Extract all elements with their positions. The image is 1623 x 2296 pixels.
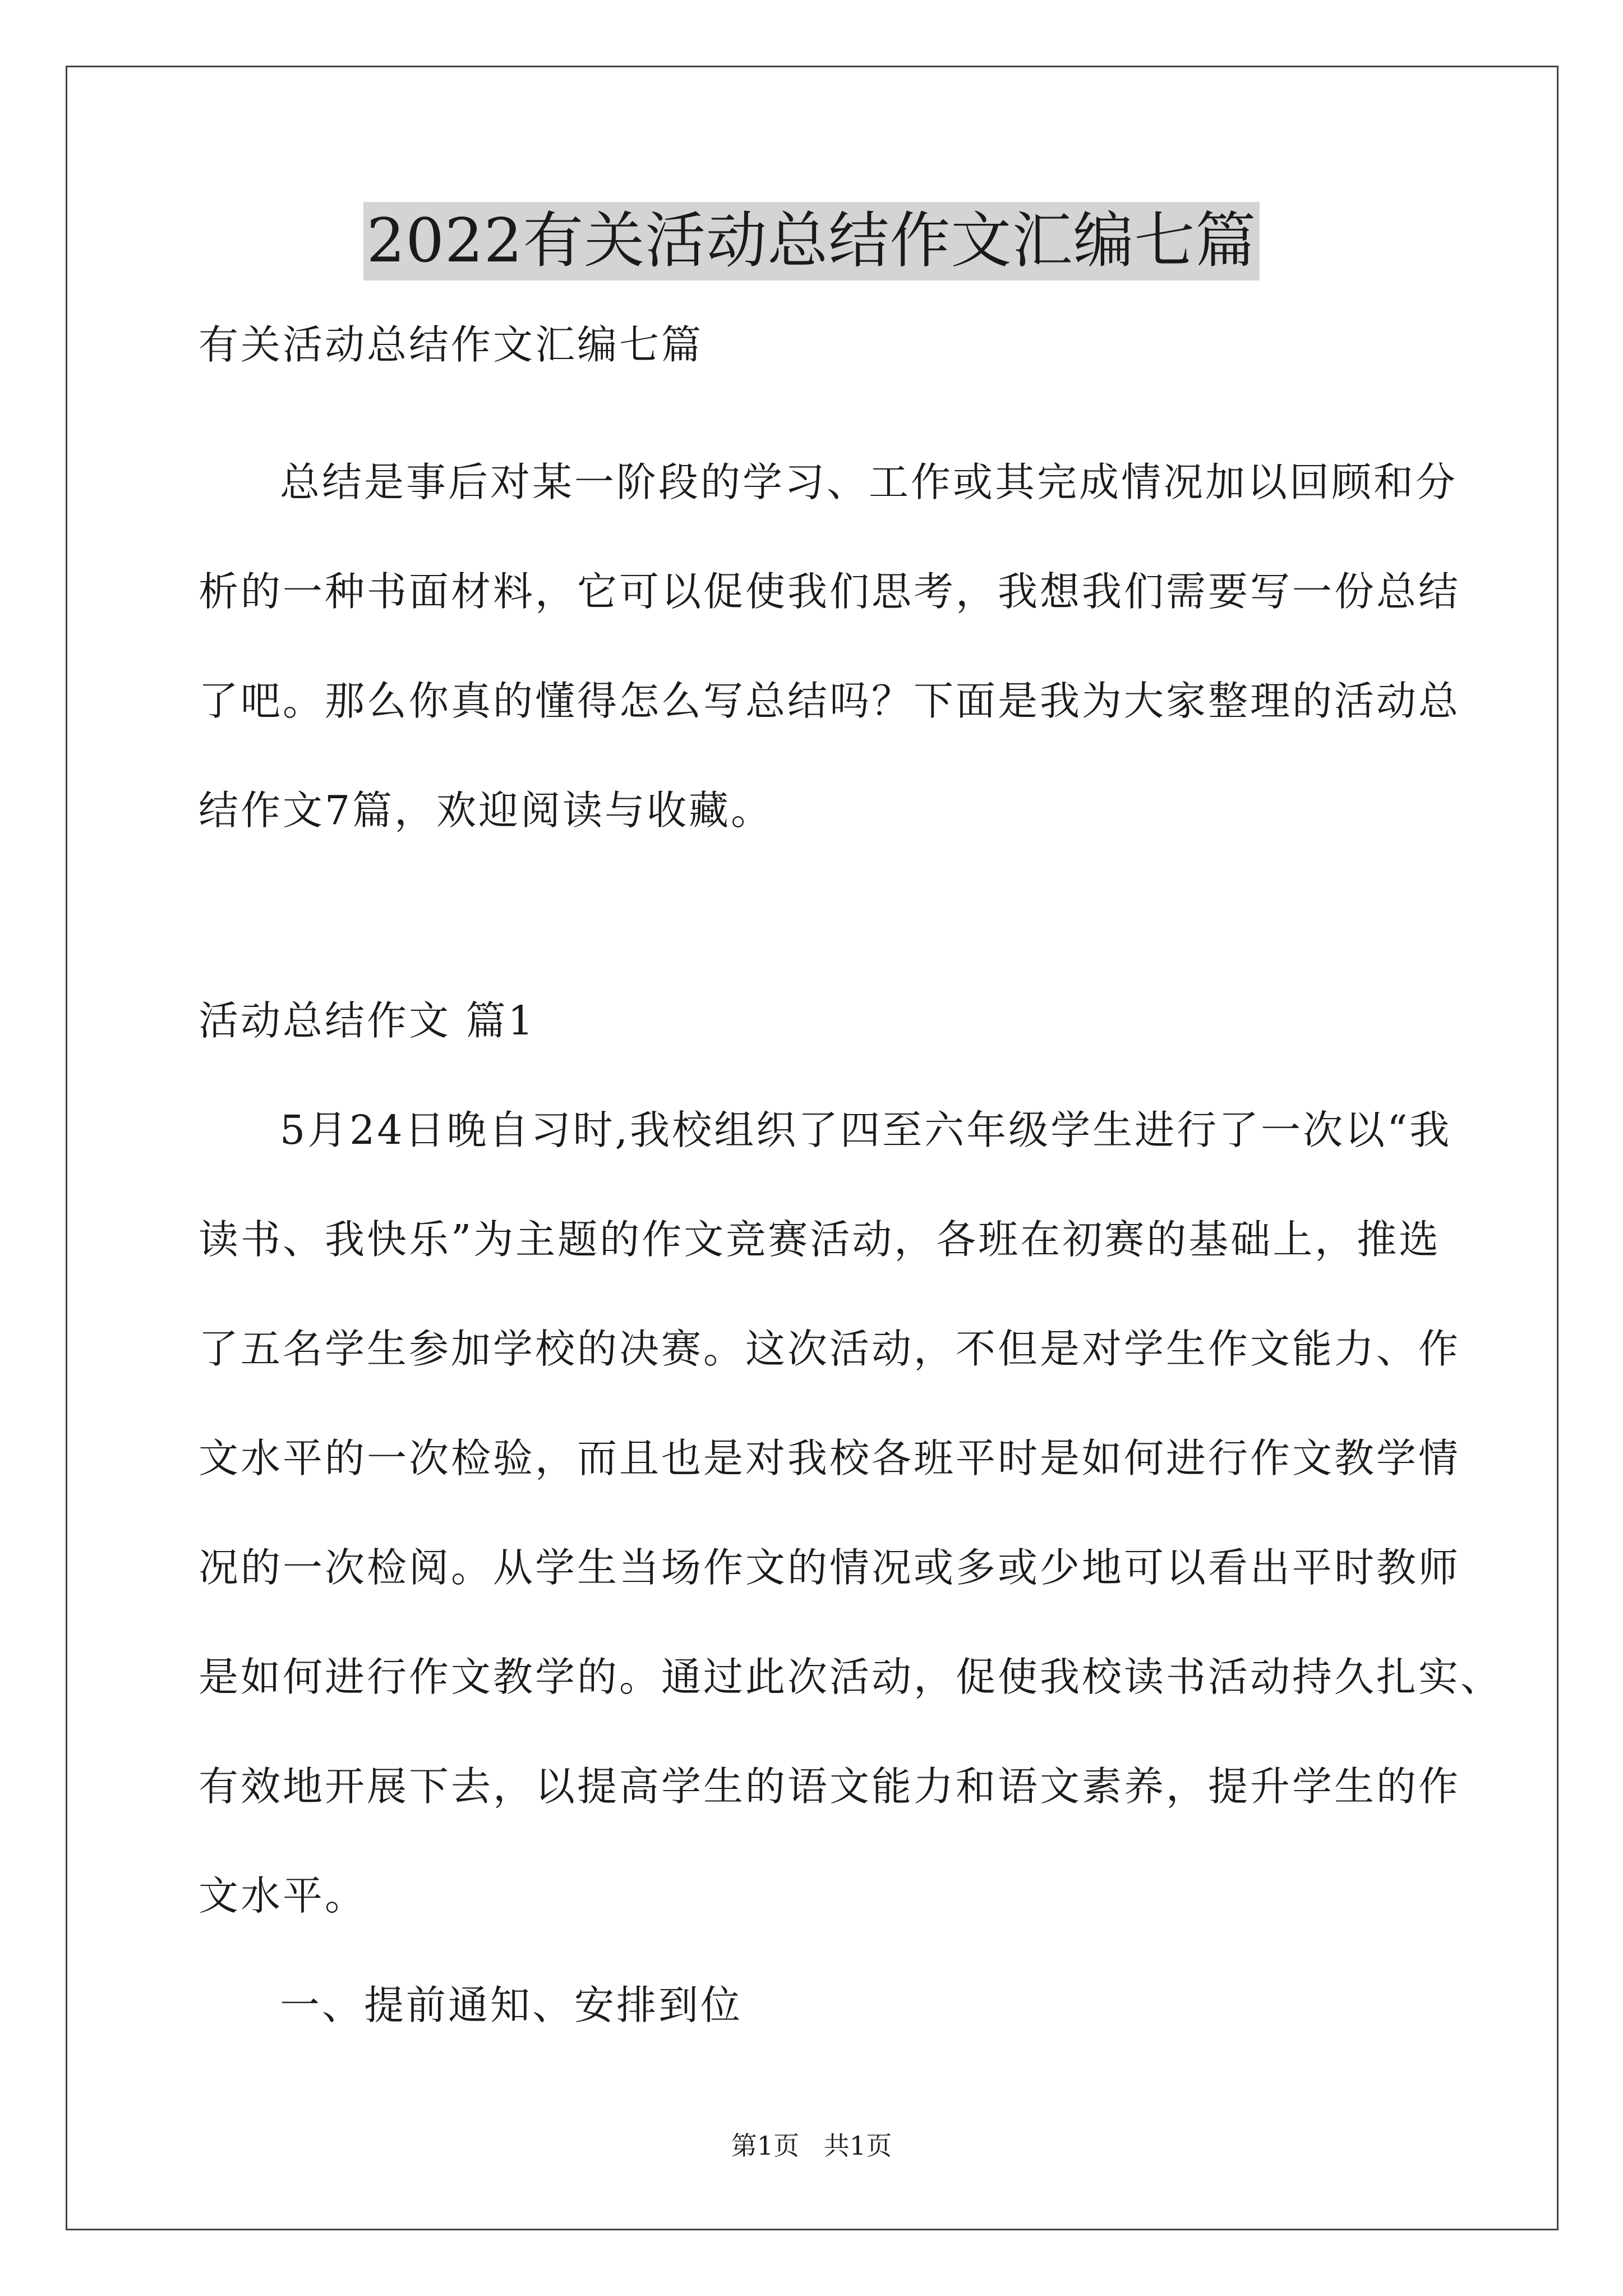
body-line-1: 5月24日晚自习时,我校组织了四至六年级学生进行了一次以“我 <box>280 1107 1452 1153</box>
body-line-6: 是如何进行作文教学的。通过此次活动，促使我校读书活动持久扎实、 <box>199 1654 1503 1700</box>
body-line-5: 况的一次检阅。从学生当场作文的情况或多或少地可以看出平时教师 <box>199 1544 1461 1591</box>
intro-line-2: 析的一种书面材料，它可以促使我们思考，我想我们需要写一份总结 <box>199 568 1461 615</box>
intro-line-3: 了吧。那么你真的懂得怎么写总结吗？下面是我为大家整理的活动总 <box>199 678 1461 724</box>
page-footer: 第1页 共1页 <box>731 2131 892 2161</box>
body-line-4: 文水平的一次检验，而且也是对我校各班平时是如何进行作文教学情 <box>199 1435 1461 1481</box>
subtitle: 有关活动总结作文汇编七篇 <box>199 321 704 368</box>
section-heading: 活动总结作文 篇1 <box>199 997 536 1044</box>
intro-line-1: 总结是事后对某一阶段的学习、工作或其完成情况加以回顾和分 <box>280 459 1458 505</box>
intro-line-4: 结作文7篇，欢迎阅读与收藏。 <box>199 787 773 834</box>
subheading: 一、提前通知、安排到位 <box>280 1982 743 2028</box>
body-line-7: 有效地开展下去，以提高学生的语文能力和语文素养，提升学生的作 <box>199 1763 1461 1810</box>
body-line-8: 文水平。 <box>199 1872 367 1919</box>
title-container <box>0 202 1623 280</box>
document-title: 2022有关活动总结作文汇编七篇 <box>363 202 1260 280</box>
body-line-2: 读书、我快乐”为主题的作文竞赛活动，各班在初赛的基础上，推选 <box>199 1216 1441 1263</box>
body-line-3: 了五名学生参加学校的决赛。这次活动，不但是对学生作文能力、作 <box>199 1326 1461 1372</box>
